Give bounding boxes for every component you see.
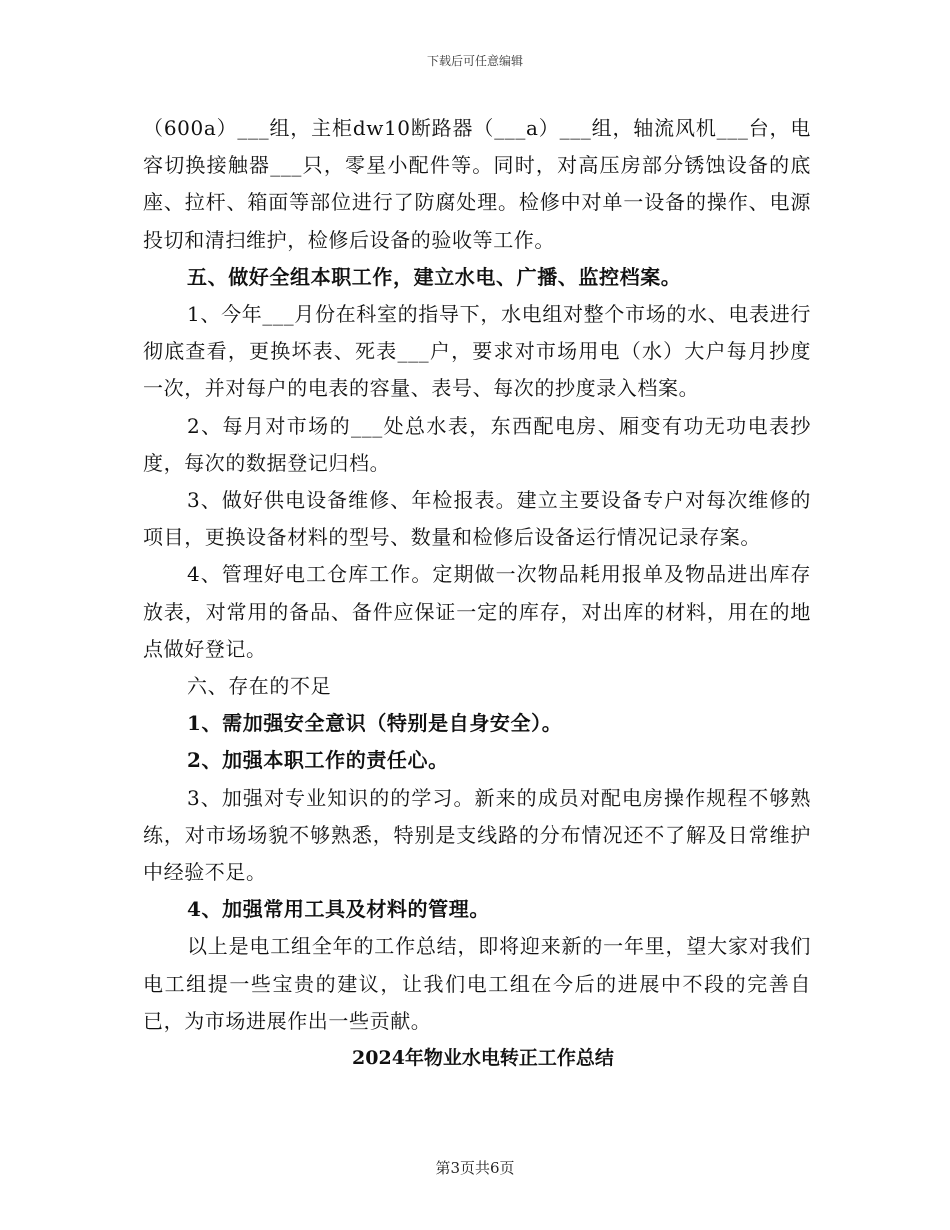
page-number: 第3页共6页 xyxy=(435,1159,515,1177)
list-item-tools-management: 4、加强常用工具及材料的管理。 xyxy=(187,897,490,922)
list-item-responsibility: 2、加强本职工作的责任心。 xyxy=(187,748,449,773)
document-body xyxy=(143,110,811,1077)
next-document-title: 2024年物业水电转正工作总结 xyxy=(352,1047,614,1070)
list-item-warehouse-management: 4、管理好电工仓库工作。定期做一次物品耗用报单及物品进出库存放表，对常用的备品、备件应保证一定的库存，对出库的材料，用在的地点做好登记。 xyxy=(143,562,811,661)
list-item-safety-awareness: 1、需加强安全意识（特别是自身安全）。 xyxy=(187,711,563,736)
paragraph-equipment-maintenance: （600a）___组，主柜dw10断路器（___a）___组，轴流风机___台，电容切换接触器___只，零星小配件等。同时，对高压房部分锈蚀设备的底座、拉杆、箱面等部位进行了防腐处理。检修中对单一设备的操作、电源投切和清扫维护，检修后设备的验收等工作。 xyxy=(143,116,811,252)
list-item-maintenance-reports: 3、做好供电设备维修、年检报表。建立主要设备专户对每次维修的项目，更换设备材料的型号、数量和检修后设备运行情况记录存案。 xyxy=(143,488,811,550)
list-item-meter-inspection: 1、今年___月份在科室的指导下，水电组对整个市场的水、电表进行彻底查看，更换坏表、死表___户，要求对市场用电（水）大户每月抄度一次，并对每户的电表的容量、表号、每次的抄度录入档案。 xyxy=(143,302,811,401)
page-header: 下载后可任意编辑 xyxy=(426,54,523,68)
section-heading-five: 五、做好全组本职工作，建立水电、广播、监控档案。 xyxy=(187,264,682,289)
section-heading-six: 六、存在的不足 xyxy=(187,674,332,699)
list-item-professional-learning: 3、加强对专业知识的的学习。新来的成员对配电房操作规程不够熟练，对市场场貌不够熟悉，特别是支线路的分布情况还不了解及日常维护中经验不足。 xyxy=(143,785,811,885)
list-item-monthly-reading: 2、每月对市场的___处总水表，东西配电房、厢变有功无功电表抄度，每次的数据登记归档。 xyxy=(143,413,811,475)
paragraph-conclusion: 以上是电工组全年的工作总结，即将迎来新的一年里，望大家对我们电工组提一些宝贵的建议，让我们电工组在今后的进展中不段的完善自已，为市场进展作出一些贡献。 xyxy=(143,934,811,1033)
